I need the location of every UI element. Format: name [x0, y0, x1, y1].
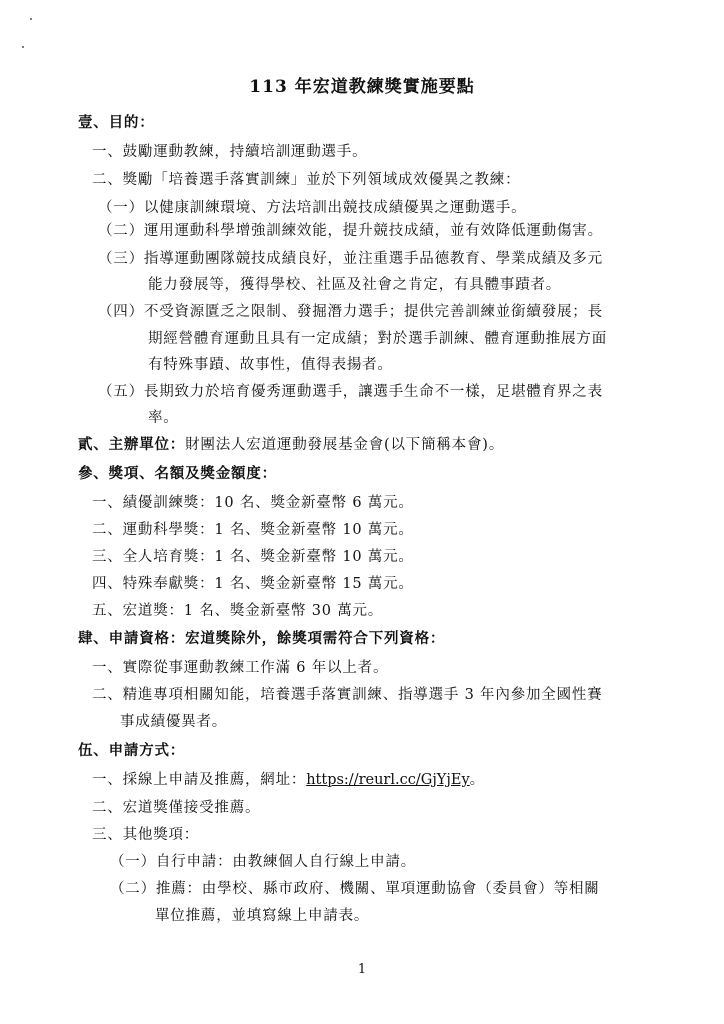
list-item: 二、獎勵「培養選手落實訓練」並於下列領域成效優異之教練： — [92, 172, 521, 188]
list-item: 二、運動科學獎：1 名、獎金新臺幣 10 萬元。 — [92, 522, 414, 538]
section-2-heading: 貳、主辦單位： — [78, 436, 186, 453]
list-item: 五、宏道獎：1 名、獎金新臺幣 30 萬元。 — [92, 603, 384, 619]
sub-list-item: （一）自行申請：由教練個人自行線上申請。 — [110, 854, 416, 870]
sub-list-item-continuation: 有特殊事蹟、故事性，值得表揚者。 — [148, 357, 393, 373]
list-item-text: 。 — [469, 772, 485, 788]
document-title: 113 年宏道教練獎實施要點 — [249, 77, 475, 97]
page-number: 1 — [357, 962, 367, 977]
section-4-heading: 肆、申請資格：宏道獎除外，餘獎項需符合下列資格： — [78, 630, 446, 647]
sub-list-item: （二）推薦：由學校、縣市政府、機關、單項運動協會（委員會）等相關 — [110, 881, 600, 897]
sub-list-item-continuation: 率。 — [148, 410, 179, 426]
scan-speck — [30, 18, 32, 20]
list-item: 一、績優訓練獎：10 名、獎金新臺幣 6 萬元。 — [92, 495, 414, 511]
section-2 — [78, 436, 504, 454]
list-item: 二、精進專項相關知能，培養選手落實訓練、指導選手 3 年內參加全國性賽 — [92, 687, 603, 703]
sub-list-item-continuation: 能力發展等，獲得學校、社區及社會之肯定，有具體事蹟者。 — [148, 277, 562, 293]
scan-speck — [22, 46, 24, 48]
sub-list-item: （四）不受資源匱乏之限制、發掘潛力選手；提供完善訓練並銜續發展；長 — [98, 304, 603, 320]
section-3-heading: 參、獎項、名額及獎金額度： — [78, 465, 277, 482]
application-url-link[interactable]: https://reurl.cc/GjYjEy — [306, 772, 470, 788]
list-item: 三、全人培育獎：1 名、獎金新臺幣 10 萬元。 — [92, 549, 414, 565]
list-item-application-url — [92, 771, 485, 789]
sub-list-item-continuation: 單位推薦，並填寫線上申請表。 — [155, 908, 370, 924]
sub-list-item-continuation: 期經營體育運動且具有一定成績；對於選手訓練、體育運動推展方面 — [148, 331, 607, 347]
list-item-continuation: 事成績優異者。 — [120, 714, 228, 730]
list-item: 三、其他獎項： — [92, 827, 200, 843]
sub-list-item: （一）以健康訓練環境、方法培訓出競技成績優異之運動選手。 — [98, 200, 527, 216]
sub-list-item: （二）運用運動科學增強訓練效能，提升競技成績，並有效降低運動傷害。 — [98, 223, 603, 239]
section-2-text: 財團法人宏道運動發展基金會(以下簡稱本會)。 — [185, 437, 505, 453]
list-item: 一、鼓勵運動教練，持續培訓運動選手。 — [92, 144, 368, 160]
list-item: 四、特殊奉獻獎：1 名、獎金新臺幣 15 萬元。 — [92, 576, 414, 592]
section-1-heading: 壹、目的： — [78, 114, 155, 131]
sub-list-item: （三）指導運動團隊競技成績良好，並注重選手品德教育、學業成績及多元 — [98, 251, 603, 267]
list-item-text: 一、採線上申請及推薦，網址： — [92, 772, 307, 788]
list-item: 二、宏道獎僅接受推薦。 — [92, 800, 261, 816]
sub-list-item: （五）長期致力於培育優秀運動選手，讓選手生命不一樣，足堪體育界之表 — [98, 384, 603, 400]
section-5-heading: 伍、申請方式： — [78, 742, 186, 759]
list-item: 一、實際從事運動教練工作滿 6 年以上者。 — [92, 660, 389, 676]
